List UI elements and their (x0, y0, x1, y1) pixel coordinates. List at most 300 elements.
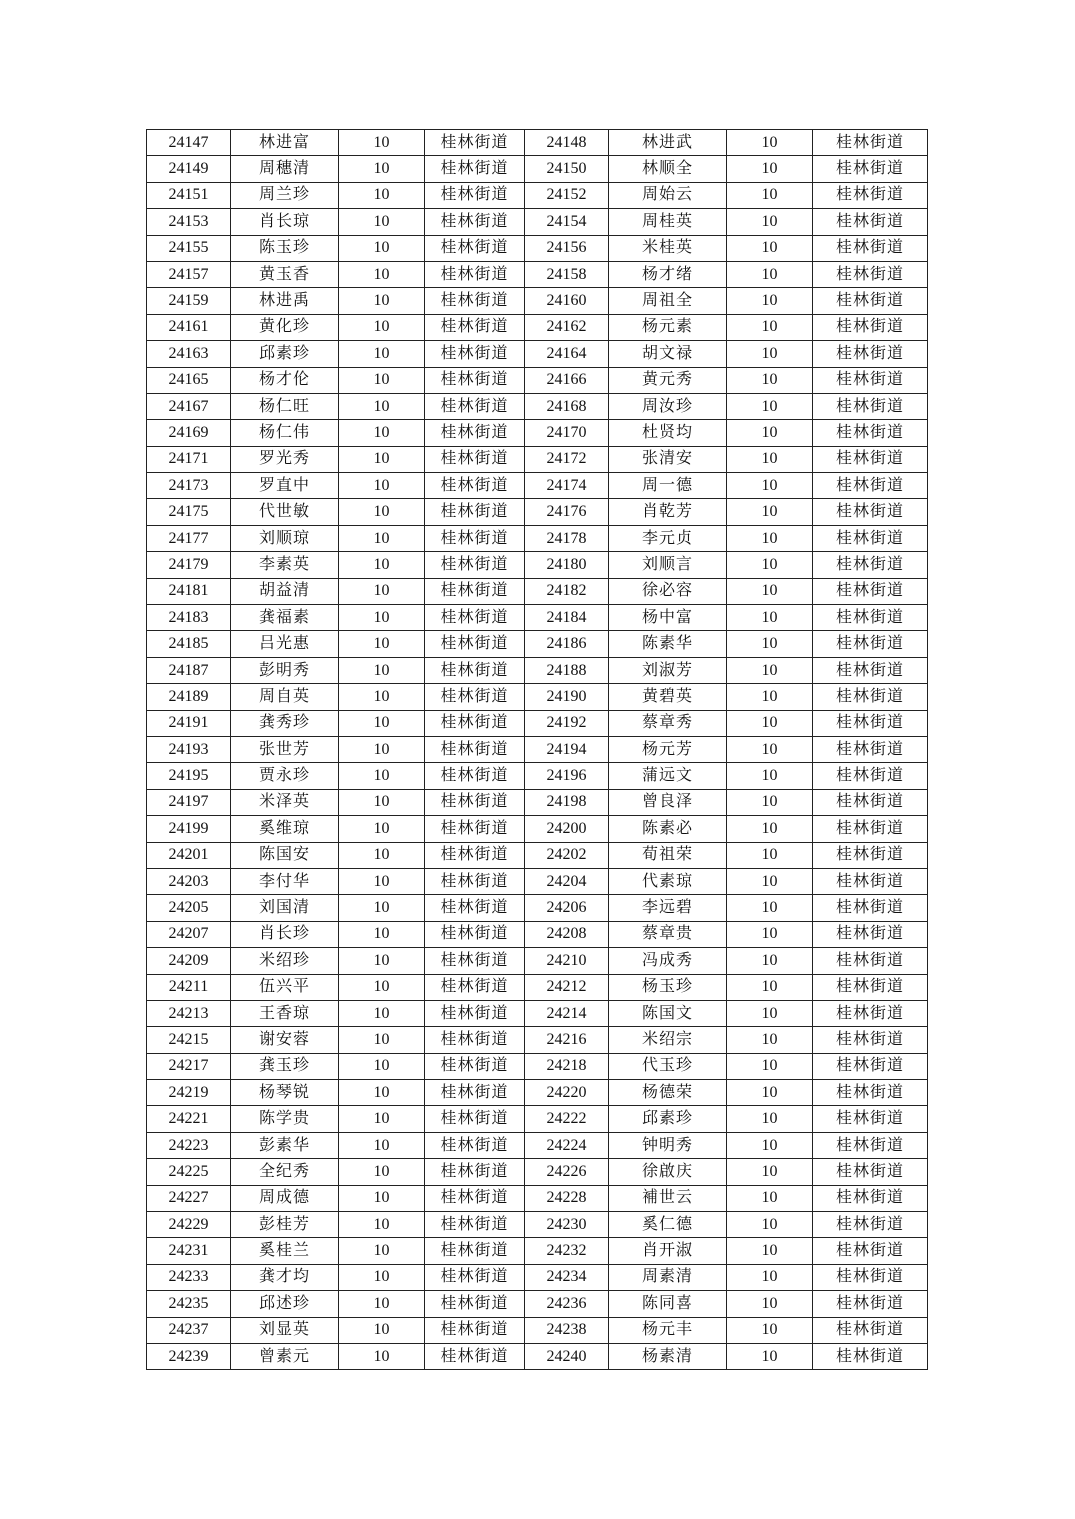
amount-cell: 10 (727, 710, 813, 736)
street-cell: 桂林街道 (813, 842, 928, 868)
amount-cell: 10 (727, 209, 813, 235)
amount-cell: 10 (339, 842, 425, 868)
street-cell: 桂林街道 (425, 921, 525, 947)
id-cell: 24165 (147, 367, 231, 393)
amount-cell: 10 (727, 631, 813, 657)
amount-cell: 10 (727, 525, 813, 551)
id-cell: 24155 (147, 235, 231, 261)
name-cell: 胡益清 (231, 578, 339, 604)
name-cell: 杨仁伟 (231, 420, 339, 446)
amount-cell: 10 (339, 1053, 425, 1079)
id-cell: 24204 (525, 868, 609, 894)
street-cell: 桂林街道 (813, 631, 928, 657)
amount-cell: 10 (339, 446, 425, 472)
name-cell: 肖长琼 (231, 209, 339, 235)
street-cell: 桂林街道 (813, 657, 928, 683)
table-row (147, 1317, 928, 1343)
name-cell: 代素琼 (609, 868, 727, 894)
table-row (147, 367, 928, 393)
name-cell: 肖乾芳 (609, 499, 727, 525)
id-cell: 24185 (147, 631, 231, 657)
name-cell: 龚福素 (231, 605, 339, 631)
name-cell: 杨仁旺 (231, 393, 339, 419)
street-cell: 桂林街道 (813, 921, 928, 947)
id-cell: 24184 (525, 605, 609, 631)
id-cell: 24196 (525, 763, 609, 789)
street-cell: 桂林街道 (813, 1106, 928, 1132)
id-cell: 24222 (525, 1106, 609, 1132)
street-cell: 桂林街道 (813, 130, 928, 156)
amount-cell: 10 (727, 1132, 813, 1158)
table-row (147, 684, 928, 710)
id-cell: 24197 (147, 789, 231, 815)
id-cell: 24195 (147, 763, 231, 789)
street-cell: 桂林街道 (425, 1343, 525, 1369)
table-row (147, 948, 928, 974)
table-row (147, 314, 928, 340)
id-cell: 24158 (525, 261, 609, 287)
street-cell: 桂林街道 (813, 684, 928, 710)
street-cell: 桂林街道 (425, 948, 525, 974)
amount-cell: 10 (727, 657, 813, 683)
street-cell: 桂林街道 (425, 1317, 525, 1343)
id-cell: 24163 (147, 341, 231, 367)
id-cell: 24173 (147, 473, 231, 499)
table-row (147, 1080, 928, 1106)
table-row (147, 1106, 928, 1132)
table-row (147, 816, 928, 842)
amount-cell: 10 (339, 657, 425, 683)
name-cell: 杨中富 (609, 605, 727, 631)
id-cell: 24190 (525, 684, 609, 710)
id-cell: 24162 (525, 314, 609, 340)
name-cell: 黄化珍 (231, 314, 339, 340)
amount-cell: 10 (339, 209, 425, 235)
street-cell: 桂林街道 (425, 341, 525, 367)
street-cell: 桂林街道 (813, 156, 928, 182)
street-cell: 桂林街道 (425, 974, 525, 1000)
street-cell: 桂林街道 (813, 1159, 928, 1185)
street-cell: 桂林街道 (425, 156, 525, 182)
id-cell: 24150 (525, 156, 609, 182)
name-cell: 米绍宗 (609, 1027, 727, 1053)
amount-cell: 10 (339, 367, 425, 393)
id-cell: 24216 (525, 1027, 609, 1053)
id-cell: 24221 (147, 1106, 231, 1132)
amount-cell: 10 (727, 974, 813, 1000)
street-cell: 桂林街道 (813, 578, 928, 604)
amount-cell: 10 (339, 420, 425, 446)
amount-cell: 10 (339, 1291, 425, 1317)
table-row (147, 1343, 928, 1369)
id-cell: 24168 (525, 393, 609, 419)
street-cell: 桂林街道 (813, 393, 928, 419)
name-cell: 代世敏 (231, 499, 339, 525)
street-cell: 桂林街道 (813, 948, 928, 974)
table-row (147, 605, 928, 631)
id-cell: 24153 (147, 209, 231, 235)
street-cell: 桂林街道 (813, 182, 928, 208)
street-cell: 桂林街道 (813, 1185, 928, 1211)
id-cell: 24231 (147, 1238, 231, 1264)
amount-cell: 10 (727, 552, 813, 578)
street-cell: 桂林街道 (813, 736, 928, 762)
street-cell: 桂林街道 (425, 393, 525, 419)
street-cell: 桂林街道 (813, 420, 928, 446)
name-cell: 周兰珍 (231, 182, 339, 208)
name-cell: 贾永珍 (231, 763, 339, 789)
street-cell: 桂林街道 (425, 446, 525, 472)
amount-cell: 10 (339, 156, 425, 182)
name-cell: 李素英 (231, 552, 339, 578)
amount-cell: 10 (339, 525, 425, 551)
name-cell: 林进武 (609, 130, 727, 156)
amount-cell: 10 (727, 1080, 813, 1106)
amount-cell: 10 (727, 895, 813, 921)
table-row (147, 657, 928, 683)
table-row (147, 1053, 928, 1079)
street-cell: 桂林街道 (813, 1053, 928, 1079)
street-cell: 桂林街道 (813, 1027, 928, 1053)
name-cell: 肖长珍 (231, 921, 339, 947)
id-cell: 24230 (525, 1212, 609, 1238)
id-cell: 24229 (147, 1212, 231, 1238)
table-row (147, 156, 928, 182)
name-cell: 蒲远文 (609, 763, 727, 789)
id-cell: 24202 (525, 842, 609, 868)
id-cell: 24215 (147, 1027, 231, 1053)
street-cell: 桂林街道 (425, 684, 525, 710)
amount-cell: 10 (339, 1159, 425, 1185)
id-cell: 24156 (525, 235, 609, 261)
name-cell: 杨元芳 (609, 736, 727, 762)
name-cell: 李元贞 (609, 525, 727, 551)
table-row (147, 868, 928, 894)
name-cell: 代玉珍 (609, 1053, 727, 1079)
id-cell: 24239 (147, 1343, 231, 1369)
street-cell: 桂林街道 (813, 446, 928, 472)
amount-cell: 10 (727, 314, 813, 340)
name-cell: 吕光惠 (231, 631, 339, 657)
name-cell: 谢安蓉 (231, 1027, 339, 1053)
street-cell: 桂林街道 (813, 1317, 928, 1343)
amount-cell: 10 (339, 948, 425, 974)
id-cell: 24194 (525, 736, 609, 762)
name-cell: 冯成秀 (609, 948, 727, 974)
id-cell: 24180 (525, 552, 609, 578)
amount-cell: 10 (727, 341, 813, 367)
name-cell: 周桂英 (609, 209, 727, 235)
amount-cell: 10 (727, 578, 813, 604)
id-cell: 24160 (525, 288, 609, 314)
id-cell: 24213 (147, 1000, 231, 1026)
id-cell: 24214 (525, 1000, 609, 1026)
name-cell: 荀祖荣 (609, 842, 727, 868)
id-cell: 24232 (525, 1238, 609, 1264)
street-cell: 桂林街道 (425, 367, 525, 393)
name-cell: 杨元素 (609, 314, 727, 340)
name-cell: 周素清 (609, 1264, 727, 1290)
name-cell: 杨才绪 (609, 261, 727, 287)
amount-cell: 10 (727, 288, 813, 314)
name-cell: 杜贤均 (609, 420, 727, 446)
name-cell: 龚才均 (231, 1264, 339, 1290)
amount-cell: 10 (339, 895, 425, 921)
name-cell: 陈国文 (609, 1000, 727, 1026)
street-cell: 桂林街道 (813, 1000, 928, 1026)
street-cell: 桂林街道 (425, 895, 525, 921)
id-cell: 24147 (147, 130, 231, 156)
street-cell: 桂林街道 (813, 710, 928, 736)
amount-cell: 10 (727, 393, 813, 419)
street-cell: 桂林街道 (813, 1291, 928, 1317)
amount-cell: 10 (727, 182, 813, 208)
amount-cell: 10 (339, 1212, 425, 1238)
amount-cell: 10 (339, 130, 425, 156)
amount-cell: 10 (339, 1000, 425, 1026)
table-row (147, 182, 928, 208)
name-cell: 周汝珍 (609, 393, 727, 419)
name-cell: 李远碧 (609, 895, 727, 921)
id-cell: 24189 (147, 684, 231, 710)
name-cell: 黄玉香 (231, 261, 339, 287)
street-cell: 桂林街道 (813, 367, 928, 393)
street-cell: 桂林街道 (425, 1053, 525, 1079)
id-cell: 24228 (525, 1185, 609, 1211)
amount-cell: 10 (339, 578, 425, 604)
amount-cell: 10 (339, 710, 425, 736)
street-cell: 桂林街道 (813, 895, 928, 921)
name-cell: 陈同喜 (609, 1291, 727, 1317)
amount-cell: 10 (727, 235, 813, 261)
id-cell: 24179 (147, 552, 231, 578)
id-cell: 24159 (147, 288, 231, 314)
amount-cell: 10 (339, 1317, 425, 1343)
table-row (147, 1212, 928, 1238)
amount-cell: 10 (727, 1212, 813, 1238)
amount-cell: 10 (727, 446, 813, 472)
amount-cell: 10 (727, 1106, 813, 1132)
street-cell: 桂林街道 (425, 657, 525, 683)
amount-cell: 10 (339, 499, 425, 525)
street-cell: 桂林街道 (813, 235, 928, 261)
id-cell: 24154 (525, 209, 609, 235)
table-row (147, 631, 928, 657)
amount-cell: 10 (339, 341, 425, 367)
street-cell: 桂林街道 (425, 314, 525, 340)
amount-cell: 10 (727, 420, 813, 446)
table-row (147, 261, 928, 287)
id-cell: 24209 (147, 948, 231, 974)
id-cell: 24192 (525, 710, 609, 736)
id-cell: 24223 (147, 1132, 231, 1158)
street-cell: 桂林街道 (425, 710, 525, 736)
amount-cell: 10 (727, 367, 813, 393)
table-row (147, 763, 928, 789)
id-cell: 24164 (525, 341, 609, 367)
id-cell: 24237 (147, 1317, 231, 1343)
id-cell: 24193 (147, 736, 231, 762)
street-cell: 桂林街道 (813, 605, 928, 631)
amount-cell: 10 (727, 921, 813, 947)
street-cell: 桂林街道 (425, 473, 525, 499)
amount-cell: 10 (727, 736, 813, 762)
amount-cell: 10 (727, 1159, 813, 1185)
name-cell: 周穗清 (231, 156, 339, 182)
id-cell: 24208 (525, 921, 609, 947)
id-cell: 24233 (147, 1264, 231, 1290)
name-cell: 杨琴锐 (231, 1080, 339, 1106)
table-row (147, 473, 928, 499)
roster-table-body (147, 130, 928, 1370)
table-row (147, 1238, 928, 1264)
id-cell: 24174 (525, 473, 609, 499)
street-cell: 桂林街道 (425, 631, 525, 657)
id-cell: 24238 (525, 1317, 609, 1343)
amount-cell: 10 (339, 261, 425, 287)
table-row (147, 895, 928, 921)
name-cell: 杨才伦 (231, 367, 339, 393)
id-cell: 24172 (525, 446, 609, 472)
id-cell: 24226 (525, 1159, 609, 1185)
id-cell: 24175 (147, 499, 231, 525)
amount-cell: 10 (727, 948, 813, 974)
name-cell: 周成德 (231, 1185, 339, 1211)
street-cell: 桂林街道 (425, 420, 525, 446)
id-cell: 24186 (525, 631, 609, 657)
id-cell: 24161 (147, 314, 231, 340)
amount-cell: 10 (339, 288, 425, 314)
name-cell: 彭桂芳 (231, 1212, 339, 1238)
name-cell: 陈玉珍 (231, 235, 339, 261)
name-cell: 黄碧英 (609, 684, 727, 710)
id-cell: 24218 (525, 1053, 609, 1079)
table-row (147, 736, 928, 762)
name-cell: 邱素珍 (231, 341, 339, 367)
id-cell: 24170 (525, 420, 609, 446)
table-row (147, 130, 928, 156)
id-cell: 24206 (525, 895, 609, 921)
amount-cell: 10 (727, 473, 813, 499)
street-cell: 桂林街道 (425, 605, 525, 631)
table-row (147, 1000, 928, 1026)
table-row (147, 393, 928, 419)
id-cell: 24176 (525, 499, 609, 525)
id-cell: 24187 (147, 657, 231, 683)
street-cell: 桂林街道 (425, 816, 525, 842)
amount-cell: 10 (339, 868, 425, 894)
street-cell: 桂林街道 (813, 288, 928, 314)
name-cell: 周祖全 (609, 288, 727, 314)
id-cell: 24212 (525, 974, 609, 1000)
table-row (147, 420, 928, 446)
name-cell: 補世云 (609, 1185, 727, 1211)
amount-cell: 10 (339, 393, 425, 419)
name-cell: 张世芳 (231, 736, 339, 762)
street-cell: 桂林街道 (813, 525, 928, 551)
table-row (147, 921, 928, 947)
amount-cell: 10 (339, 1185, 425, 1211)
street-cell: 桂林街道 (425, 1027, 525, 1053)
amount-cell: 10 (339, 631, 425, 657)
amount-cell: 10 (339, 1106, 425, 1132)
street-cell: 桂林街道 (425, 1106, 525, 1132)
id-cell: 24236 (525, 1291, 609, 1317)
name-cell: 周自英 (231, 684, 339, 710)
street-cell: 桂林街道 (813, 789, 928, 815)
id-cell: 24167 (147, 393, 231, 419)
id-cell: 24148 (525, 130, 609, 156)
id-cell: 24157 (147, 261, 231, 287)
street-cell: 桂林街道 (813, 341, 928, 367)
amount-cell: 10 (339, 736, 425, 762)
amount-cell: 10 (727, 261, 813, 287)
id-cell: 24217 (147, 1053, 231, 1079)
name-cell: 米泽英 (231, 789, 339, 815)
table-row (147, 341, 928, 367)
table-row (147, 974, 928, 1000)
amount-cell: 10 (339, 921, 425, 947)
street-cell: 桂林街道 (425, 1238, 525, 1264)
name-cell: 杨德荣 (609, 1080, 727, 1106)
street-cell: 桂林街道 (425, 578, 525, 604)
id-cell: 24149 (147, 156, 231, 182)
amount-cell: 10 (339, 552, 425, 578)
name-cell: 陈国安 (231, 842, 339, 868)
street-cell: 桂林街道 (425, 789, 525, 815)
table-row (147, 578, 928, 604)
amount-cell: 10 (727, 789, 813, 815)
amount-cell: 10 (339, 605, 425, 631)
id-cell: 24211 (147, 974, 231, 1000)
street-cell: 桂林街道 (425, 261, 525, 287)
table-row (147, 1291, 928, 1317)
id-cell: 24219 (147, 1080, 231, 1106)
id-cell: 24169 (147, 420, 231, 446)
amount-cell: 10 (339, 816, 425, 842)
street-cell: 桂林街道 (425, 1000, 525, 1026)
street-cell: 桂林街道 (813, 1264, 928, 1290)
street-cell: 桂林街道 (425, 842, 525, 868)
amount-cell: 10 (339, 1132, 425, 1158)
amount-cell: 10 (339, 314, 425, 340)
amount-cell: 10 (727, 842, 813, 868)
id-cell: 24166 (525, 367, 609, 393)
street-cell: 桂林街道 (425, 1264, 525, 1290)
amount-cell: 10 (727, 1264, 813, 1290)
name-cell: 陈素华 (609, 631, 727, 657)
name-cell: 米桂英 (609, 235, 727, 261)
name-cell: 刘淑芳 (609, 657, 727, 683)
table-row (147, 209, 928, 235)
street-cell: 桂林街道 (425, 235, 525, 261)
street-cell: 桂林街道 (425, 1159, 525, 1185)
id-cell: 24234 (525, 1264, 609, 1290)
amount-cell: 10 (339, 1264, 425, 1290)
amount-cell: 10 (727, 684, 813, 710)
street-cell: 桂林街道 (425, 763, 525, 789)
amount-cell: 10 (339, 684, 425, 710)
name-cell: 龚秀珍 (231, 710, 339, 736)
id-cell: 24227 (147, 1185, 231, 1211)
name-cell: 陈素必 (609, 816, 727, 842)
amount-cell: 10 (727, 1317, 813, 1343)
table-row (147, 235, 928, 261)
street-cell: 桂林街道 (425, 736, 525, 762)
amount-cell: 10 (727, 605, 813, 631)
amount-cell: 10 (727, 499, 813, 525)
table-row (147, 525, 928, 551)
